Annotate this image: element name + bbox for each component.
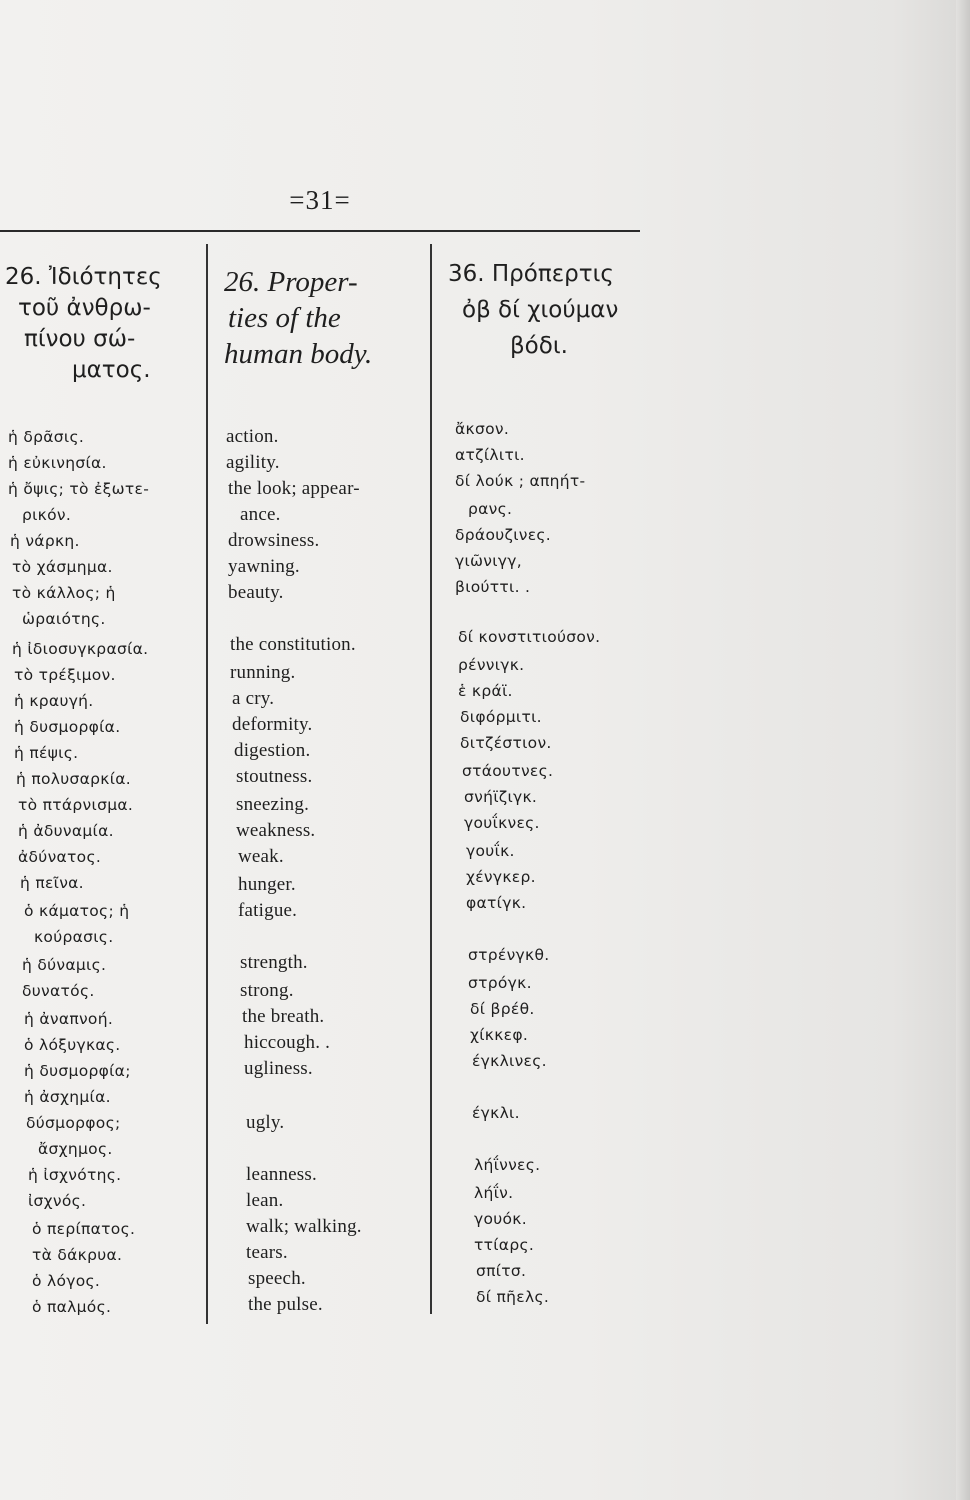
phonetic-entry: ἑ κράϊ.	[458, 682, 513, 700]
phonetic-entry: διφόρμιτι.	[460, 708, 542, 726]
english-entry: hunger.	[238, 874, 296, 895]
phonetic-entry: σπίτσ.	[476, 1262, 527, 1280]
english-heading	[222, 264, 427, 372]
greek-heading-line: 26. Ἰδιότητες	[5, 264, 162, 290]
phonetic-entry: γουΐκ.	[466, 842, 515, 860]
column-divider-left	[206, 244, 208, 1324]
english-entry: lean.	[246, 1190, 284, 1211]
phonetic-heading-line: ὀβ δί χιούμαν	[462, 297, 619, 323]
phonetic-entry: δράουζινες.	[455, 526, 552, 544]
greek-entry: δυνατός.	[22, 982, 95, 1000]
phonetic-entry: δί βρέθ.	[470, 1000, 535, 1018]
greek-entry: ἡ πέψις.	[14, 744, 79, 762]
english-entry: the constitution.	[230, 634, 356, 655]
english-column	[222, 264, 427, 372]
phonetic-entry: στρένγκθ.	[468, 946, 550, 964]
greek-entry: ρικόν.	[22, 506, 72, 524]
phonetic-entry: διτζέστιον.	[460, 734, 552, 752]
english-entry: hiccough. .	[244, 1032, 331, 1053]
greek-entry: ἡ δρᾶσις.	[8, 428, 85, 446]
phonetic-entry: ρανς.	[468, 500, 513, 518]
english-heading-line: ties of the	[228, 302, 341, 334]
greek-entry: ἡ νάρκη.	[10, 532, 80, 550]
phonetic-entry: γουόκ.	[474, 1210, 527, 1228]
english-entry: the look; appear-	[228, 478, 360, 499]
greek-entry: ὁ παλμός.	[32, 1298, 112, 1316]
greek-entry: ὁ λόγος.	[32, 1272, 101, 1290]
english-heading-line: 26. Proper-	[224, 266, 358, 298]
greek-entry: τὸ χάσμημα.	[12, 558, 113, 576]
greek-entry: ἡ ἰσχνότης.	[28, 1166, 122, 1184]
english-entry: drowsiness.	[228, 530, 320, 551]
greek-entry: ὁ κάματος; ἡ	[24, 902, 130, 920]
phonetic-entry: γουΐκνες.	[464, 814, 540, 832]
greek-entry: ἡ ἀσχημία.	[24, 1088, 111, 1106]
english-entry: digestion.	[234, 740, 311, 761]
english-entry: deformity.	[232, 714, 313, 735]
phonetic-entry: φατίγκ.	[466, 894, 527, 912]
greek-entry: τὰ δάκρυα.	[32, 1246, 123, 1264]
greek-entry: ὁ περίπατος.	[32, 1220, 136, 1238]
greek-column	[0, 262, 204, 386]
greek-heading-line: πίνου σώ-	[24, 326, 136, 352]
greek-entry: τὸ κάλλος; ἡ	[12, 584, 116, 602]
page-edge	[956, 0, 970, 1500]
greek-entry: ἡ ἰδιοσυγκρασία.	[12, 640, 149, 658]
greek-entry: ἡ πολυσαρκία.	[16, 770, 132, 788]
phonetic-entry: χίκκεφ.	[470, 1026, 529, 1044]
phonetic-entry: βιούττι. .	[455, 578, 531, 596]
phonetic-entry: σνήϊζιγκ.	[464, 788, 538, 806]
english-entry: agility.	[226, 452, 280, 473]
phonetic-entry: ρέννιγκ.	[458, 656, 525, 674]
phonetic-entry: στρόγκ.	[468, 974, 532, 992]
greek-entry: ἡ δυσμορφία;	[24, 1062, 131, 1080]
english-entry: tears.	[246, 1242, 288, 1263]
phonetic-entry: χένγκερ.	[466, 868, 536, 886]
english-entry: strong.	[240, 980, 294, 1001]
phonetic-column	[448, 256, 658, 364]
phonetic-entry: δί λούκ ; απηήτ-	[455, 472, 586, 490]
english-heading-line: human body.	[224, 338, 373, 370]
phonetic-entry: λήΐν.	[474, 1184, 514, 1202]
english-entry: running.	[230, 662, 296, 683]
phonetic-entry: ατζίλιτι.	[455, 446, 525, 464]
greek-entry: ἡ δύναμις.	[22, 956, 107, 974]
page-number: =31=	[289, 185, 351, 215]
english-entry: leanness.	[246, 1164, 317, 1185]
greek-entry: τὸ τρέξιμον.	[14, 666, 116, 684]
phonetic-entry: γιῶνιγγ,	[455, 552, 522, 570]
greek-entry: ὁ λόξυγκας.	[24, 1036, 121, 1054]
english-entry: speech.	[248, 1268, 306, 1289]
phonetic-entry: ττίαρς.	[474, 1236, 535, 1254]
english-entry: fatigue.	[238, 900, 298, 921]
greek-entry: ἰσχνός.	[28, 1192, 87, 1210]
english-entry: a cry.	[232, 688, 275, 709]
greek-entry: ὡραιότης.	[22, 610, 106, 628]
english-entry: ance.	[240, 504, 281, 525]
greek-entry: ἡ ἀδυναμία.	[18, 822, 114, 840]
english-entry: ugly.	[246, 1112, 285, 1133]
greek-heading	[0, 262, 204, 386]
phonetic-heading-line: 36. Πρόπερτις	[448, 261, 614, 287]
english-entry: action.	[226, 426, 279, 447]
greek-entry: ἡ πεῖνα.	[20, 874, 84, 892]
greek-heading-line: τοῦ ἀνθρω-	[18, 295, 151, 321]
english-entry: walk; walking.	[246, 1216, 362, 1237]
english-entry: strength.	[240, 952, 308, 973]
phonetic-heading-line: βόδι.	[510, 333, 568, 359]
greek-entry: τὸ πτάρνισμα.	[18, 796, 134, 814]
phonetic-entry: δί κονστιτιούσον.	[458, 628, 601, 646]
greek-entry: κούρασις.	[34, 928, 114, 946]
greek-heading-line: ματος.	[72, 357, 151, 383]
greek-entry: ἄσχημος.	[38, 1140, 113, 1158]
phonetic-entry: στάουτνες.	[462, 762, 554, 780]
greek-entry: ἀδύνατος.	[18, 848, 102, 866]
phonetic-entry: έγκλινες.	[472, 1052, 547, 1070]
greek-entry: ἡ δυσμορφία.	[14, 718, 121, 736]
english-entry: stoutness.	[236, 766, 313, 787]
english-entry: yawning.	[228, 556, 300, 577]
english-entry: weak.	[238, 846, 284, 867]
phonetic-entry: λήΐννες.	[474, 1156, 541, 1174]
greek-entry: ἡ εὐκινησία.	[8, 454, 107, 472]
english-entry: the pulse.	[248, 1294, 323, 1315]
phonetic-heading	[448, 256, 658, 364]
phonetic-entry: έγκλι.	[472, 1104, 520, 1122]
column-divider-right	[430, 244, 432, 1314]
english-entry: weakness.	[236, 820, 316, 841]
english-entry: sneezing.	[236, 794, 310, 815]
greek-entry: ἡ κραυγή.	[14, 692, 94, 710]
english-entry: beauty.	[228, 582, 284, 603]
greek-entry: ἡ ἀναπνοή.	[24, 1010, 114, 1028]
greek-entry: ἡ ὄψις; τὸ ἐξωτε-	[8, 480, 150, 498]
greek-entry: δύσμορφος;	[26, 1114, 121, 1132]
english-entry: ugliness.	[244, 1058, 313, 1079]
phonetic-entry: δί πῆελς.	[476, 1288, 550, 1306]
english-entry: the breath.	[242, 1006, 325, 1027]
phonetic-entry: ἄκσον.	[455, 420, 510, 438]
header-rule	[0, 230, 640, 232]
